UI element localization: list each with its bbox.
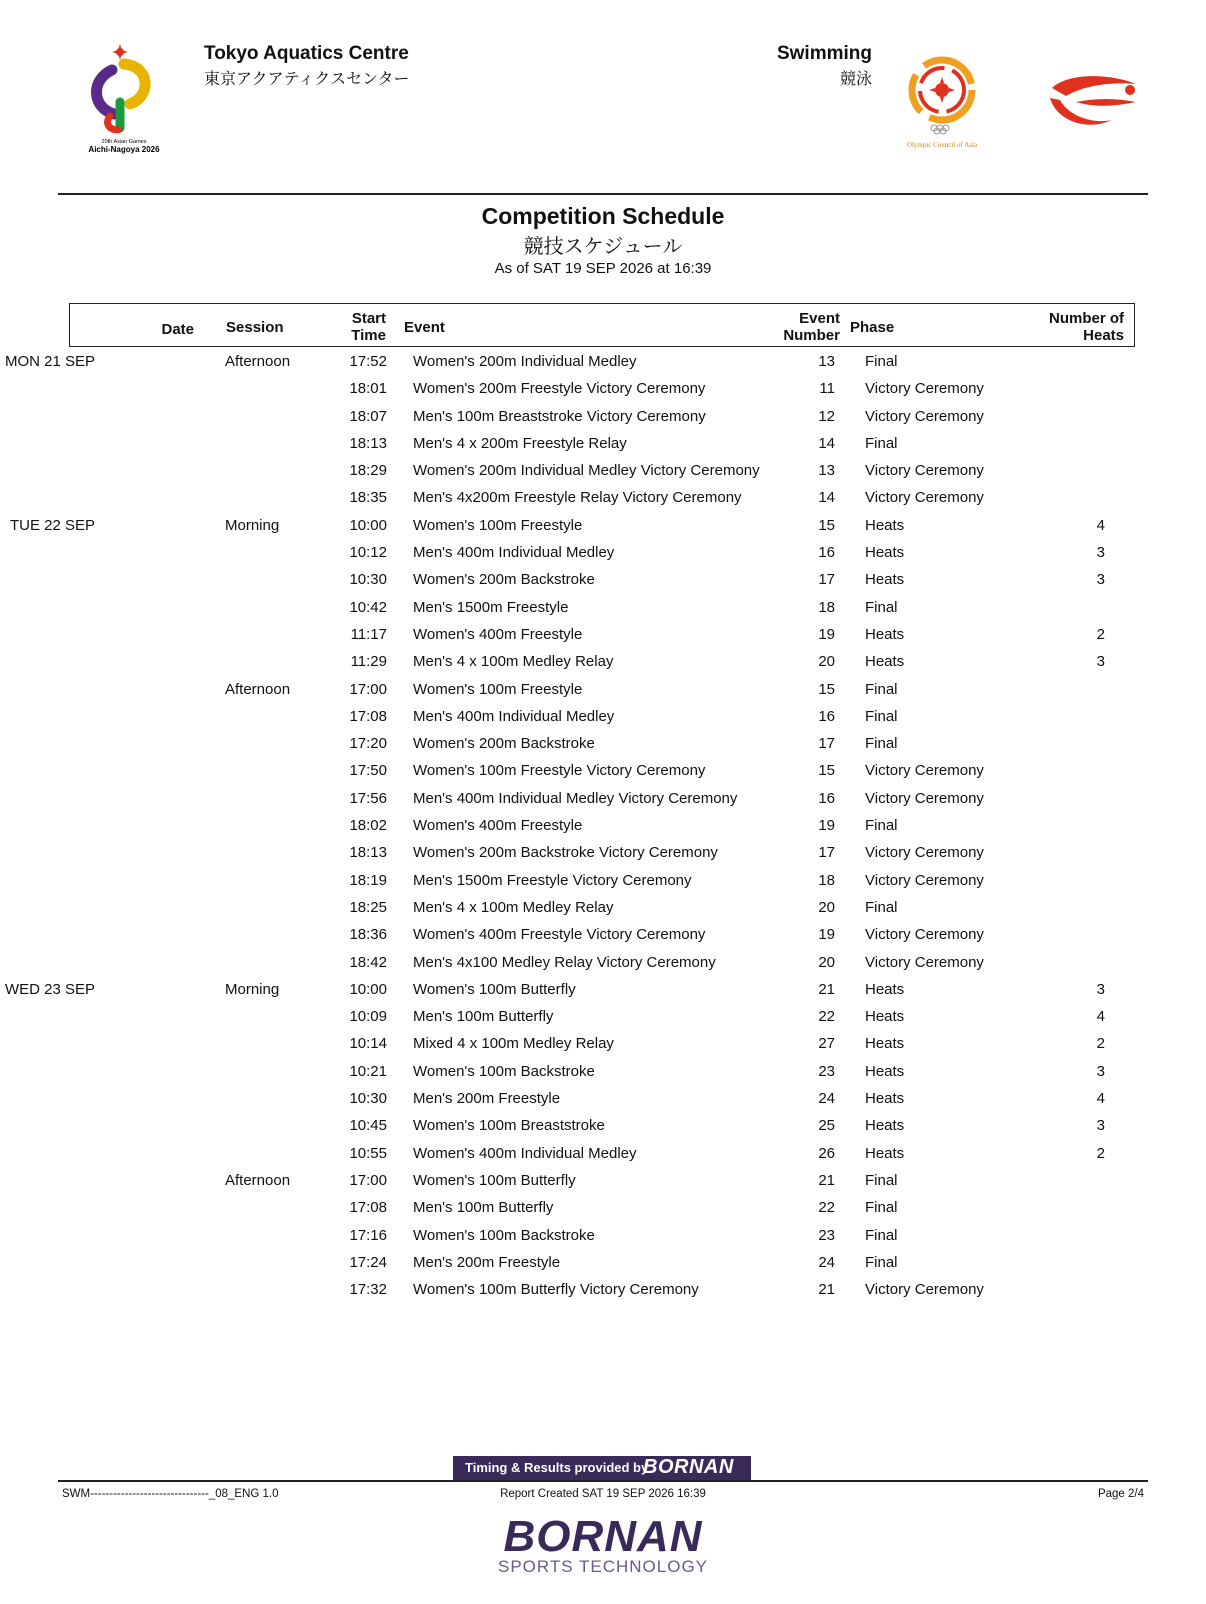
cell-event-number: 20 [818,898,835,916]
cell-event: Women's 100m Freestyle [413,516,583,534]
cell-event: Men's 400m Individual Medley Victory Ceremony [413,789,738,807]
cell-event: Women's 100m Butterfly [413,980,576,998]
cell-heats: 4 [1096,516,1105,534]
table-row [69,949,1135,976]
cell-phase: Final [865,434,898,452]
cell-start-time: 10:45 [349,1117,387,1135]
table-row [69,703,1135,730]
cell-event-number: 16 [818,707,835,725]
cell-start-time: 17:16 [349,1226,387,1244]
cell-event: Men's 4 x 200m Freestyle Relay [413,434,627,452]
cell-phase: Heats [865,1008,905,1026]
as-of-timestamp: As of SAT 19 SEP 2026 at 16:39 [494,260,712,277]
table-row [4,976,1135,1003]
cell-event: Men's 1500m Freestyle [413,598,569,616]
cell-heats: 2 [1096,1035,1105,1053]
cell-start-time: 11:29 [350,653,387,671]
cell-start-time: 18:13 [349,844,387,862]
cell-start-time: 10:00 [349,980,387,998]
cell-phase: Heats [865,571,905,589]
cell-event-number: 12 [818,407,835,425]
table-row [69,676,1135,703]
swimming-pictogram-icon [1046,68,1142,134]
cell-start-time: 17:20 [349,735,387,753]
table-row [69,812,1135,839]
table-row [69,894,1135,921]
cell-session: Afternoon [225,1171,291,1189]
cell-start-time: 18:07 [349,407,387,425]
games-logo-line-1: 20th Asian Games [101,139,147,145]
cell-event: Mixed 4 x 100m Medley Relay [413,1035,614,1053]
cell-event-number: 20 [818,653,835,671]
cell-phase: Heats [865,625,905,643]
schedule-table-header [69,303,1135,347]
table-row [69,457,1135,484]
oca-logo [900,50,1000,155]
cell-start-time: 18:02 [349,817,387,835]
table-row [69,1222,1135,1249]
cell-event-number: 14 [818,434,835,452]
table-row [69,539,1135,566]
games-logo-line-2: Aichi-Nagoya 2026 [88,145,160,154]
cell-event-number: 15 [818,762,835,780]
cell-phase: Victory Ceremony [865,926,984,944]
bornan-logo-subtitle: SPORTS TECHNOLOGY [497,1557,709,1576]
column-header-event-number-line-2: Number [783,327,840,344]
cell-event: Women's 100m Butterfly [413,1171,576,1189]
cell-heats: 3 [1096,980,1105,998]
cell-event-number: 21 [818,980,835,998]
cell-event: Women's 100m Freestyle Victory Ceremony [413,762,706,780]
cell-event: Men's 200m Freestyle [413,1253,561,1271]
cell-event: Women's 200m Freestyle Victory Ceremony [413,380,706,398]
cell-heats: 3 [1096,544,1105,562]
table-row [69,839,1135,866]
cell-phase: Victory Ceremony [865,953,984,971]
table-row [69,484,1135,511]
report-created: Report Created SAT 19 SEP 2026 16:39 [500,1488,706,1500]
cell-event-number: 17 [818,735,835,753]
cell-event-number: 15 [818,680,835,698]
cell-event-number: 26 [818,1144,835,1162]
cell-event-number: 22 [818,1199,835,1217]
cell-phase: Heats [865,1035,905,1053]
cell-phase: Victory Ceremony [865,871,984,889]
cell-phase: Final [865,1171,898,1189]
cell-start-time: 18:13 [349,434,387,452]
cell-event-number: 25 [818,1117,835,1135]
cell-event-number: 17 [818,844,835,862]
cell-phase: Final [865,735,898,753]
cell-heats: 2 [1096,625,1105,643]
cell-start-time: 17:52 [349,353,387,370]
column-header-date: Date [161,321,194,338]
cell-event: Men's 4x200m Freestyle Relay Victory Ceremony [413,489,742,507]
bornan-logo-word: BORNAN [503,1512,703,1561]
cell-start-time: 10:14 [349,1035,387,1053]
cell-event-number: 20 [818,953,835,971]
cell-event: Men's 4x100 Medley Relay Victory Ceremony [413,953,716,971]
oca-logo-text: Olympic Council of Asia [906,141,978,149]
column-header-start-time-line-2: Time [351,327,386,344]
cell-start-time: 10:42 [349,598,387,616]
cell-event: Women's 400m Freestyle [413,817,583,835]
table-row [69,730,1135,757]
cell-event-number: 16 [818,789,835,807]
cell-start-time: 10:12 [349,544,387,562]
table-row [69,621,1135,648]
cell-phase: Heats [865,980,905,998]
cell-start-time: 18:42 [349,953,387,971]
header-divider [58,193,1148,195]
table-row [69,1003,1135,1030]
footer-divider [58,1480,1148,1482]
cell-session: Afternoon [225,680,291,698]
timing-results-banner [453,1456,751,1480]
cell-start-time: 10:30 [349,571,387,589]
cell-event: Men's 400m Individual Medley [413,707,615,725]
cell-event: Women's 200m Backstroke [413,571,595,589]
table-row [69,594,1135,621]
cell-heats: 2 [1096,1144,1105,1162]
cell-event-number: 24 [818,1253,835,1271]
table-row [69,1194,1135,1221]
column-header-start-time-line-1: Start [351,310,386,327]
cell-event: Women's 100m Breaststroke [413,1117,605,1135]
table-row [69,867,1135,894]
cell-start-time: 17:00 [349,1171,387,1189]
column-header-heats-line-1: Number of [1049,310,1124,327]
venue-name-jp: 東京アクアティクスセンター [204,69,410,88]
cell-start-time: 18:25 [349,898,387,916]
cell-event-number: 19 [818,625,835,643]
cell-phase: Final [865,817,898,835]
cell-event-number: 17 [818,571,835,589]
cell-phase: Heats [865,544,905,562]
cell-start-time: 17:08 [349,707,387,725]
cell-start-time: 10:21 [349,1062,387,1080]
column-header-phase: Phase [850,319,895,336]
column-header-event-number [783,310,840,344]
cell-event-number: 16 [818,544,835,562]
cell-phase: Final [865,898,898,916]
cell-phase: Victory Ceremony [865,489,984,507]
cell-event: Women's 200m Individual Medley [413,353,637,370]
cell-phase: Final [865,353,898,370]
cell-event: Women's 200m Backstroke Victory Ceremony [413,844,718,862]
cell-heats: 3 [1096,1117,1105,1135]
table-row [69,566,1135,593]
schedule-table-body [4,348,1135,1303]
cell-phase: Final [865,707,898,725]
cell-start-time: 10:09 [349,1008,387,1026]
cell-event-number: 21 [818,1171,835,1189]
cell-start-time: 17:56 [349,789,387,807]
table-row [69,1276,1135,1303]
cell-phase: Final [865,1226,898,1244]
cell-phase: Victory Ceremony [865,789,984,807]
cell-heats: 3 [1096,1062,1105,1080]
cell-start-time: 18:29 [349,462,387,480]
cell-date: WED 23 SEP [4,980,95,998]
cell-start-time: 10:00 [349,516,387,534]
column-header-session: Session [226,319,284,336]
column-header-event-number-line-1: Event [799,310,840,327]
cell-phase: Final [865,1253,898,1271]
cell-heats: 3 [1096,571,1105,589]
cell-phase: Final [865,598,898,616]
cell-start-time: 18:35 [349,489,387,507]
cell-event: Men's 200m Freestyle [413,1090,561,1108]
cell-event: Women's 100m Butterfly Victory Ceremony [413,1281,699,1299]
document-title-jp: 競技スケジュール [523,234,683,258]
cell-event: Women's 100m Backstroke [413,1062,595,1080]
cell-event: Women's 400m Freestyle [413,625,583,643]
cell-phase: Final [865,1199,898,1217]
bornan-logo [0,1512,1206,1577]
cell-event: Women's 400m Individual Medley [413,1144,637,1162]
cell-start-time: 18:36 [349,926,387,944]
table-row [69,1030,1135,1057]
table-row [69,1140,1135,1167]
cell-event: Men's 100m Breaststroke Victory Ceremony [413,407,706,425]
cell-event: Women's 400m Freestyle Victory Ceremony [413,926,706,944]
cell-start-time: 17:50 [349,762,387,780]
cell-event-number: 13 [818,353,835,370]
cell-event: Women's 200m Individual Medley Victory Ceremony [413,462,760,480]
cell-start-time: 17:32 [349,1281,387,1299]
table-row [69,375,1135,402]
cell-phase: Heats [865,653,905,671]
cell-heats: 4 [1096,1090,1105,1108]
venue-name: Tokyo Aquatics Centre [204,43,409,64]
cell-event-number: 21 [818,1281,835,1299]
cell-event-number: 15 [818,516,835,534]
table-row [69,921,1135,948]
cell-event-number: 22 [818,1008,835,1026]
cell-start-time: 17:08 [349,1199,387,1217]
cell-phase: Heats [865,1090,905,1108]
cell-date: MON 21 SEP [4,353,95,370]
cell-event-number: 18 [818,871,835,889]
cell-event: Men's 1500m Freestyle Victory Ceremony [413,871,692,889]
cell-phase: Heats [865,1144,905,1162]
cell-start-time: 11:17 [350,625,387,643]
cell-phase: Victory Ceremony [865,1281,984,1299]
cell-event-number: 27 [818,1035,835,1053]
timing-brand-logo: BORNAN [643,1456,734,1478]
cell-event: Women's 100m Freestyle [413,680,583,698]
cell-event: Men's 100m Butterfly [413,1008,554,1026]
cell-event-number: 19 [818,817,835,835]
cell-start-time: 10:55 [349,1144,387,1162]
column-header-heats [1049,310,1124,344]
cell-event: Men's 400m Individual Medley [413,544,615,562]
cell-event: Women's 200m Backstroke [413,735,595,753]
asian-games-logo [80,44,170,159]
cell-start-time: 17:00 [349,680,387,698]
cell-event-number: 11 [819,380,835,398]
table-row [4,348,1135,375]
cell-event: Men's 100m Butterfly [413,1199,554,1217]
column-header-start-time [351,310,386,344]
table-row [9,512,1135,539]
cell-start-time: 10:30 [349,1090,387,1108]
table-row [69,1058,1135,1085]
cell-event: Men's 4 x 100m Medley Relay [413,898,614,916]
cell-phase: Victory Ceremony [865,844,984,862]
cell-event-number: 19 [818,926,835,944]
cell-date: TUE 22 SEP [9,516,95,534]
cell-event-number: 23 [818,1062,835,1080]
cell-heats: 3 [1096,653,1105,671]
cell-session: Morning [225,516,280,534]
cell-event-number: 13 [818,462,835,480]
table-row [69,785,1135,812]
cell-phase: Victory Ceremony [865,762,984,780]
cell-start-time: 17:24 [349,1253,387,1271]
document-title: Competition Schedule [481,203,725,229]
page-number: Page 2/4 [1097,1488,1144,1500]
cell-phase: Victory Ceremony [865,462,984,480]
table-row [69,1085,1135,1112]
cell-phase: Heats [865,1117,905,1135]
cell-event-number: 18 [818,598,835,616]
cell-event-number: 14 [818,489,835,507]
cell-event: Women's 100m Backstroke [413,1226,595,1244]
table-row [69,648,1135,675]
column-header-event: Event [404,319,445,336]
sport-name: Swimming [776,43,872,64]
cell-phase: Heats [865,516,905,534]
cell-phase: Heats [865,1062,905,1080]
cell-event: Men's 4 x 100m Medley Relay [413,653,614,671]
cell-phase: Victory Ceremony [865,407,984,425]
table-row [69,757,1135,784]
table-row [69,1112,1135,1139]
cell-heats: 4 [1096,1008,1105,1026]
cell-phase: Final [865,680,898,698]
cell-session: Afternoon [225,353,291,370]
column-header-heats-line-2: Heats [1083,327,1124,344]
cell-session: Morning [225,980,280,998]
report-code: SWM-------------------------------_08_ENG 1.0 [62,1488,279,1500]
table-row [69,1249,1135,1276]
timing-results-label: Timing & Results provided by [465,1460,649,1475]
cell-event-number: 23 [818,1226,835,1244]
table-row [69,430,1135,457]
table-row [69,1167,1135,1194]
cell-event-number: 24 [818,1090,835,1108]
sport-name-jp: 競泳 [839,69,872,88]
cell-start-time: 18:19 [349,871,387,889]
cell-start-time: 18:01 [349,380,387,398]
table-row [69,403,1135,430]
cell-phase: Victory Ceremony [865,380,984,398]
